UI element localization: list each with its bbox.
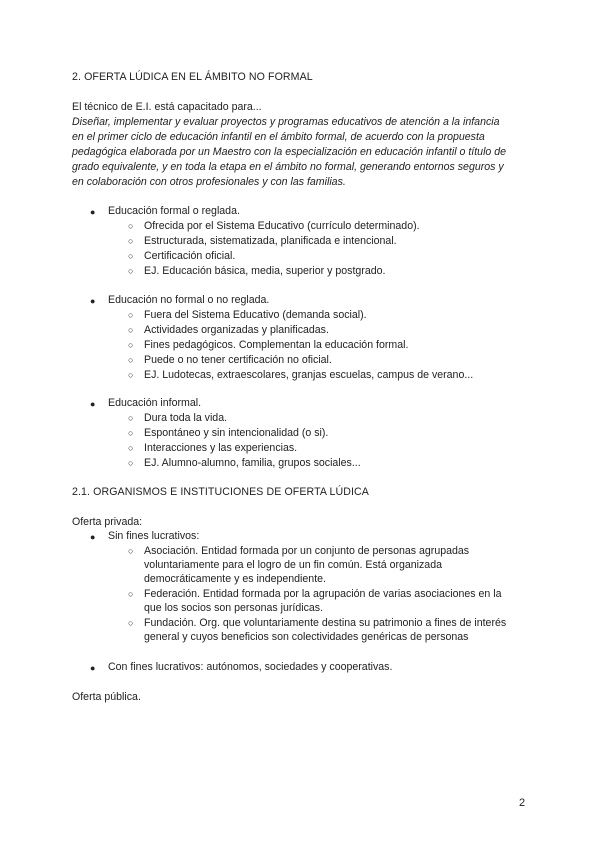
circle-bullet-icon: ○ (128, 266, 134, 276)
circle-bullet-icon: ○ (128, 221, 134, 231)
italic-paragraph-line: Diseñar, implementar y evaluar proyectos y programas educativos de atención a la infancia (72, 116, 500, 128)
bullet-icon: ● (90, 663, 96, 673)
italic-paragraph-line: en el primer ciclo de educación infantil en el ámbito formal, de acuerdo con la propuesta (72, 131, 485, 143)
list-item: Educación informal. (108, 397, 202, 409)
list-item: EJ. Educación básica, media, superior y postgrado. (144, 265, 386, 277)
list-item: Con fines lucrativos: autónomos, sociedades y cooperativas. (108, 661, 393, 673)
subsection-heading: 2.1. ORGANISMOS E INSTITUCIONES DE OFERTA LÚDICA (72, 486, 369, 498)
list-item: Fines pedagógicos. Complementan la educación formal. (144, 339, 409, 351)
section-heading: 2. OFERTA LÚDICA EN EL ÁMBITO NO FORMAL (72, 71, 313, 83)
list-item: Federación. Entidad formada por la agrupación de varias asociaciones en la (144, 588, 502, 600)
list-item: Certificación oficial. (144, 250, 236, 262)
page-number: 2 (519, 797, 526, 809)
list-item: Educación formal o reglada. (108, 205, 240, 217)
list-item: Actividades organizadas y planificadas. (144, 324, 329, 336)
list-item: Ofrecida por el Sistema Educativo (currículo determinado). (144, 220, 420, 232)
list-item: Estructurada, sistematizada, planificada e intencional. (144, 235, 397, 247)
bullet-icon: ● (90, 296, 96, 306)
circle-bullet-icon: ○ (128, 236, 134, 246)
circle-bullet-icon: ○ (128, 428, 134, 438)
list-item-continuation: democráticamente y es independiente. (144, 573, 326, 585)
list-item: Fuera del Sistema Educativo (demanda social). (144, 309, 367, 321)
bullet-icon: ● (90, 532, 96, 542)
list-item: Interacciones y las experiencias. (144, 442, 298, 454)
list-item-continuation: general y cuyos beneficios son colectividades genéricas de personas (144, 631, 469, 643)
circle-bullet-icon: ○ (128, 310, 134, 320)
intro-text: El técnico de E.I. está capacitado para... (72, 101, 262, 113)
list-item: Dura toda la vida. (144, 412, 228, 424)
circle-bullet-icon: ○ (128, 546, 134, 556)
circle-bullet-icon: ○ (128, 458, 134, 468)
bullet-icon: ● (90, 207, 96, 217)
circle-bullet-icon: ○ (128, 443, 134, 453)
circle-bullet-icon: ○ (128, 618, 134, 628)
italic-paragraph-line: pedagógica elaborada por un Maestro con la especialización en educación infantil o título de (72, 146, 507, 158)
list-item: Fundación. Org. que voluntariamente destina su patrimonio a fines de interés (144, 617, 507, 629)
list-item-continuation: que los socios son personas jurídicas. (144, 602, 324, 614)
list-item: Sin fines lucrativos: (108, 530, 200, 542)
private-offer-label: Oferta privada: (72, 516, 143, 528)
circle-bullet-icon: ○ (128, 370, 134, 380)
circle-bullet-icon: ○ (128, 589, 134, 599)
circle-bullet-icon: ○ (128, 325, 134, 335)
list-item: Asociación. Entidad formada por un conjunto de personas agrupadas (144, 545, 470, 557)
italic-paragraph-line: en colaboración con otros profesionales y con las familias. (72, 176, 346, 188)
circle-bullet-icon: ○ (128, 355, 134, 365)
list-item: Espontáneo y sin intencionalidad (o si). (144, 427, 329, 439)
list-item: Puede o no tener certificación no oficial. (144, 354, 332, 366)
list-item: Educación no formal o no reglada. (108, 294, 270, 306)
circle-bullet-icon: ○ (128, 340, 134, 350)
list-item-continuation: voluntariamente para el logro de un fin común. Está organizada (144, 559, 442, 571)
bullet-icon: ● (90, 399, 96, 409)
italic-paragraph-line: grado equivalente, y en toda la etapa en el ámbito no formal, generando entornos seguros y (72, 161, 504, 173)
circle-bullet-icon: ○ (128, 251, 134, 261)
public-offer-label: Oferta pública. (72, 691, 141, 703)
list-item: EJ. Alumno-alumno, familia, grupos sociales... (144, 457, 361, 469)
list-item: EJ. Ludotecas, extraescolares, granjas escuelas, campus de verano... (144, 369, 474, 381)
circle-bullet-icon: ○ (128, 413, 134, 423)
